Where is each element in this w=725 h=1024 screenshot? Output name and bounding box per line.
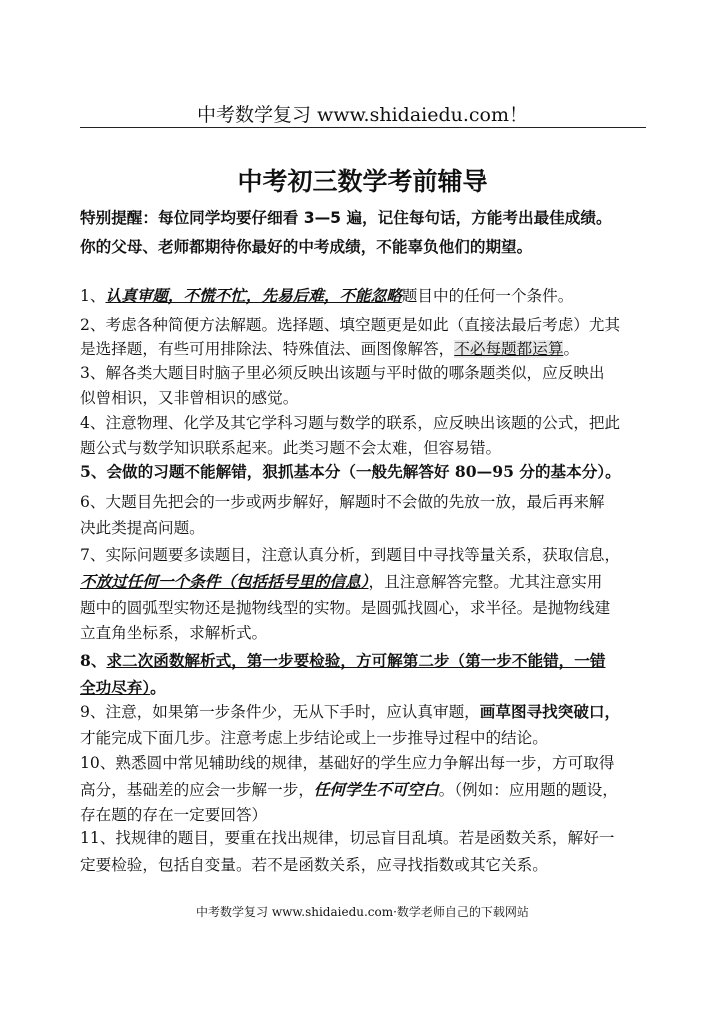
- item-8-line-1: [80, 651, 660, 671]
- item-11-line-2: 定要检验，包括自变量。若不是函数关系，应寻找指数或其它关系。: [80, 856, 548, 874]
- page-header: 中考数学复习 www.shidaiedu.com！: [196, 104, 529, 126]
- item-1-num: 1、: [80, 287, 106, 305]
- item-9-line-1: [80, 702, 660, 722]
- item-8-num: 8、: [80, 651, 107, 670]
- item-7-line-4: 立直角坐标系，求解析式。: [80, 624, 268, 642]
- item-7-emphasis: 不放过任何一个条件（包括括号里的信息）: [80, 572, 369, 591]
- item-10-line-3: 存在题的存在一定要回答）: [80, 806, 268, 824]
- item-8-text: 求二次函数解析式，第一步要检验，方可解第二步（第一步不能错，一错: [106, 651, 606, 670]
- item-8-line-2: [80, 678, 660, 698]
- item-2-line-2: [80, 339, 660, 359]
- item-1-emphasis: 认真审题，不慌不忙，先易后难，不能忽略: [105, 286, 402, 305]
- item-4-line-2: 题公式与数学知识联系起来。此类习题不会太难，但容易错。: [80, 439, 502, 457]
- item-2-line-1: 2、考虑各种简便方法解题。选择题、填空题更是如此（直接法最后考虑）尤其: [80, 316, 621, 334]
- item-7-line-3: 题中的圆弧型实物还是抛物线型的实物。是圆弧找圆心，求半径。是抛物线建: [80, 599, 611, 617]
- item-6-line-1: 6、大题目先把会的一步或两步解好，解题时不会做的先放一放，最后再来解: [80, 493, 605, 511]
- item-6-line-2: 决此类提高问题。: [80, 519, 205, 537]
- notice-line-2: 你的父母、老师都期待你最好的中考成绩，不能辜负他们的期望。: [80, 238, 533, 256]
- item-8-text-cont: 全功尽弃）: [80, 678, 151, 697]
- item-2-text: 是选择题，有些可用排除法、特殊值法、画图像解答，: [80, 340, 455, 358]
- item-10-text: 高分，基础差的应会一步解一步，: [80, 781, 314, 799]
- item-2-end: 。: [563, 340, 580, 358]
- header-rule: [80, 127, 646, 128]
- item-5: 5、会做的习题不能解错，狠抓基本分（一般先解答好 80—95 分的基本分）。: [80, 462, 621, 481]
- item-3-line-2: 似曾相识，又非曾相识的感觉。: [80, 389, 299, 407]
- item-10-text-2: 。（例如：应用题的题设，: [438, 781, 618, 799]
- item-10-line-1: 10、熟悉圆中常见辅助线的规律，基础好的学生应力争解出每一步，方可取得: [80, 754, 615, 772]
- item-1: [80, 286, 660, 306]
- notice-line-1: 特别提醒：每位同学均要仔细看 3—5 遍，记住每句话，方能考出最佳成绩。: [80, 209, 612, 227]
- item-4-line-1: 4、注意物理、化学及其它学科习题与数学的联系，应反映出该题的公式，把此: [80, 414, 621, 432]
- item-9-line-2: 才能完成下面几步。注意考虑上步结论或上一步推导过程中的结论。: [80, 729, 548, 747]
- item-2-highlight: 不必每题都运算: [454, 340, 564, 358]
- item-9-text: 9、注意，如果第一步条件少，无从下手时，应认真审题，: [80, 703, 480, 721]
- item-7-line-2: [80, 572, 660, 592]
- item-11-line-1: 11、找规律的题目，要重在找出规律，切忌盲目乱填。若是函数关系，解好一: [80, 829, 615, 847]
- item-10-emphasis: 任何学生不可空白: [313, 780, 439, 799]
- item-3-line-1: 3、解各类大题目时脑子里必须反映出该题与平时做的哪条题类似，应反映出: [80, 364, 605, 382]
- item-10-line-2: [80, 780, 660, 800]
- item-8-end: 。: [150, 678, 166, 697]
- item-7-text: ，且注意解答完整。尤其注意实用: [368, 573, 603, 591]
- item-1-rest: 题目中的任何一个条件。: [401, 287, 574, 305]
- item-9-bold: 画草图寻找突破口，: [479, 703, 621, 721]
- item-7-line-1: 7、实际问题要多读题目，注意认真分析，到题目中寻找等量关系，获取信息，: [80, 546, 621, 564]
- page-footer: 中考数学复习 www.shidaiedu.com·数学老师自己的下载网站: [196, 905, 529, 919]
- document-title: 中考初三数学考前辅导: [237, 167, 488, 196]
